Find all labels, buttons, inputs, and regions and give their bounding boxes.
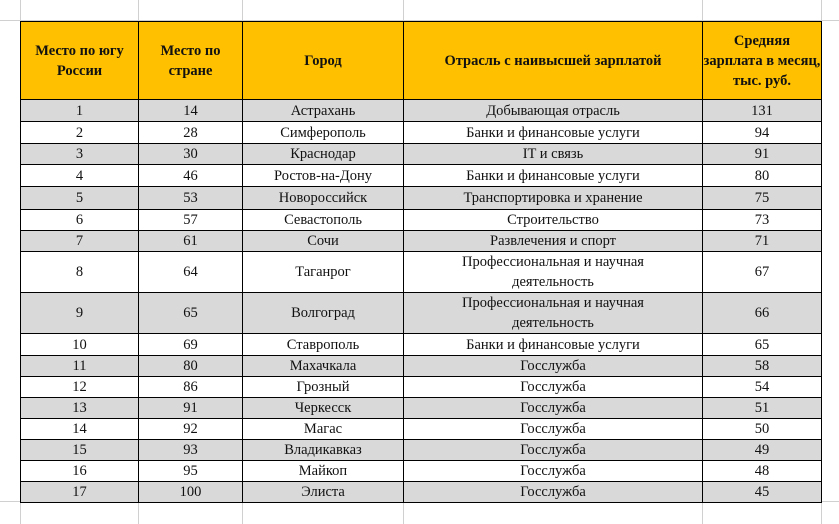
industry-cell[interactable]: Госслужба: [404, 377, 703, 398]
rank-country-cell[interactable]: 53: [139, 187, 243, 210]
industry-cell[interactable]: Госслужба: [404, 440, 703, 461]
salary-cell[interactable]: 75: [703, 187, 822, 210]
table-row: [21, 440, 822, 461]
industry-cell[interactable]: Банки и финансовые услуги: [404, 122, 703, 144]
rank-south-cell[interactable]: 5: [21, 187, 139, 210]
rank-country-cell[interactable]: 92: [139, 419, 243, 440]
header-row: [21, 22, 822, 100]
rank-south-cell[interactable]: 10: [21, 334, 139, 356]
city-cell[interactable]: Сочи: [243, 231, 404, 252]
header-salary[interactable]: Средняя зарплата в месяц, тыс. руб.: [703, 22, 822, 100]
salary-table: [20, 21, 822, 503]
salary-cell[interactable]: 50: [703, 419, 822, 440]
industry-cell[interactable]: Добывающая отрасль: [404, 100, 703, 122]
salary-cell[interactable]: 131: [703, 100, 822, 122]
city-cell[interactable]: Симферополь: [243, 122, 404, 144]
industry-cell[interactable]: Строительство: [404, 210, 703, 231]
rank-south-cell[interactable]: 3: [21, 144, 139, 165]
salary-cell[interactable]: 73: [703, 210, 822, 231]
salary-cell[interactable]: 67: [703, 252, 822, 293]
rank-country-cell[interactable]: 64: [139, 252, 243, 293]
rank-south-cell[interactable]: 14: [21, 419, 139, 440]
salary-cell[interactable]: 71: [703, 231, 822, 252]
city-cell[interactable]: Грозный: [243, 377, 404, 398]
rank-south-cell[interactable]: 6: [21, 210, 139, 231]
city-cell[interactable]: Волгоград: [243, 293, 404, 334]
salary-cell[interactable]: 45: [703, 482, 822, 503]
table-row: [21, 144, 822, 165]
salary-cell[interactable]: 66: [703, 293, 822, 334]
industry-cell[interactable]: Госслужба: [404, 356, 703, 377]
industry-cell[interactable]: Госслужба: [404, 482, 703, 503]
rank-south-cell[interactable]: 4: [21, 165, 139, 187]
industry-cell[interactable]: Госслужба: [404, 419, 703, 440]
salary-cell[interactable]: 54: [703, 377, 822, 398]
city-cell[interactable]: Севастополь: [243, 210, 404, 231]
table-row: [21, 231, 822, 252]
rank-country-cell[interactable]: 86: [139, 377, 243, 398]
industry-cell[interactable]: Развлечения и спорт: [404, 231, 703, 252]
city-cell[interactable]: Таганрог: [243, 252, 404, 293]
salary-cell[interactable]: 80: [703, 165, 822, 187]
table-row: [21, 419, 822, 440]
industry-cell[interactable]: Транспортировка и хранение: [404, 187, 703, 210]
table-row: [21, 398, 822, 419]
rank-country-cell[interactable]: 91: [139, 398, 243, 419]
city-cell[interactable]: Ростов-на-Дону: [243, 165, 404, 187]
header-industry[interactable]: Отрасль с наивысшей зарплатой: [404, 22, 703, 100]
rank-south-cell[interactable]: 1: [21, 100, 139, 122]
industry-cell[interactable]: Госслужба: [404, 398, 703, 419]
rank-south-cell[interactable]: 8: [21, 252, 139, 293]
rank-country-cell[interactable]: 46: [139, 165, 243, 187]
rank-country-cell[interactable]: 93: [139, 440, 243, 461]
rank-country-cell[interactable]: 14: [139, 100, 243, 122]
table-row: [21, 252, 822, 293]
rank-country-cell[interactable]: 30: [139, 144, 243, 165]
rank-country-cell[interactable]: 80: [139, 356, 243, 377]
rank-country-cell[interactable]: 57: [139, 210, 243, 231]
industry-cell[interactable]: IT и связь: [404, 144, 703, 165]
city-cell[interactable]: Элиста: [243, 482, 404, 503]
table-row: [21, 334, 822, 356]
rank-south-cell[interactable]: 16: [21, 461, 139, 482]
industry-cell[interactable]: Банки и финансовые услуги: [404, 165, 703, 187]
salary-cell[interactable]: 65: [703, 334, 822, 356]
rank-south-cell[interactable]: 12: [21, 377, 139, 398]
table-row: [21, 187, 822, 210]
table-row: [21, 461, 822, 482]
rank-south-cell[interactable]: 17: [21, 482, 139, 503]
table-row: [21, 210, 822, 231]
city-cell[interactable]: Новороссийск: [243, 187, 404, 210]
industry-cell[interactable]: Профессиональная и научная деятельность: [404, 252, 703, 293]
table-row: [21, 293, 822, 334]
industry-cell[interactable]: Банки и финансовые услуги: [404, 334, 703, 356]
rank-south-cell[interactable]: 13: [21, 398, 139, 419]
rank-country-cell[interactable]: 100: [139, 482, 243, 503]
city-cell[interactable]: Ставрополь: [243, 334, 404, 356]
table-row: [21, 122, 822, 144]
table-row: [21, 356, 822, 377]
header-rank-south[interactable]: Место по югу России: [21, 22, 139, 100]
rank-south-cell[interactable]: 15: [21, 440, 139, 461]
rank-south-cell[interactable]: 2: [21, 122, 139, 144]
city-cell[interactable]: Краснодар: [243, 144, 404, 165]
rank-country-cell[interactable]: 28: [139, 122, 243, 144]
industry-cell[interactable]: Профессиональная и научная деятельность: [404, 293, 703, 334]
rank-country-cell[interactable]: 95: [139, 461, 243, 482]
salary-cell[interactable]: 49: [703, 440, 822, 461]
table-row: [21, 482, 822, 503]
industry-cell[interactable]: Госслужба: [404, 461, 703, 482]
salary-cell[interactable]: 94: [703, 122, 822, 144]
salary-cell[interactable]: 48: [703, 461, 822, 482]
rank-country-cell[interactable]: 61: [139, 231, 243, 252]
city-cell[interactable]: Черкесск: [243, 398, 404, 419]
header-city[interactable]: Город: [243, 22, 404, 100]
header-rank-country[interactable]: Место по стране: [139, 22, 243, 100]
city-cell[interactable]: Владикавказ: [243, 440, 404, 461]
salary-cell[interactable]: 51: [703, 398, 822, 419]
salary-cell[interactable]: 91: [703, 144, 822, 165]
city-cell[interactable]: Астрахань: [243, 100, 404, 122]
city-cell[interactable]: Махачкала: [243, 356, 404, 377]
rank-country-cell[interactable]: 69: [139, 334, 243, 356]
rank-south-cell[interactable]: 11: [21, 356, 139, 377]
city-cell[interactable]: Магас: [243, 419, 404, 440]
salary-cell[interactable]: 58: [703, 356, 822, 377]
table-row: [21, 377, 822, 398]
table-row: [21, 100, 822, 122]
rank-south-cell[interactable]: 7: [21, 231, 139, 252]
rank-south-cell[interactable]: 9: [21, 293, 139, 334]
rank-country-cell[interactable]: 65: [139, 293, 243, 334]
table-row: [21, 165, 822, 187]
city-cell[interactable]: Майкоп: [243, 461, 404, 482]
